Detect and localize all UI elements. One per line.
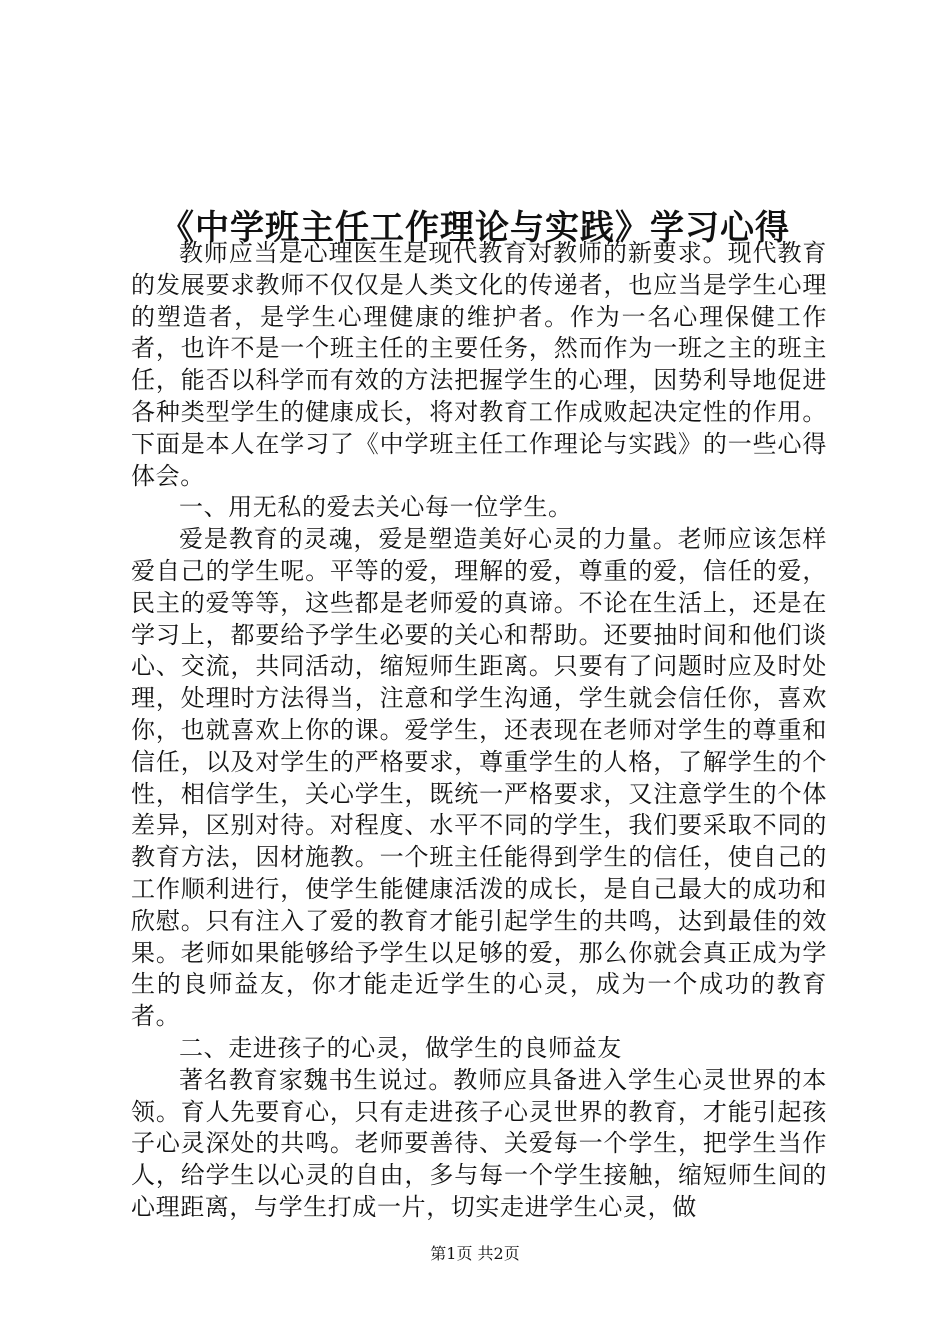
section-heading-2: 二、走进孩子的心灵，做学生的良师益友	[179, 1033, 622, 1062]
paragraph-section-1: 爱是教育的灵魂，爱是塑造美好心灵的力量。老师应该怎样爱自己的学生呢。平等的爱，理解的爱，尊重的爱，信任的爱，民主的爱等等，这些都是老师爱的真谛。不论在生活上，还是在学习上，都要给予学生必要的关心和帮助。还要抽时间和他们谈心、交流，共同活动，缩短师生距离。只要有了问题时应及时处理，处理时方法得当，注意和学生沟通，学生就会信任你，喜欢你，也就喜欢上你的课。爱学生，还表现在老师对学生的尊重和信任，以及对学生的严格要求，尊重学生的人格，了解学生的个性，相信学生，关心学生，既统一严格要求，又注意学生的个体差异，区别对待。对程度、水平不同的学生，我们要采取不同的教育方法，因材施教。一个班主任能得到学生的信任，使自己的工作顺利进行，使学生能健康活泼的成长，是自己最大的成功和欣慰。只有注入了爱的教育才能引起学生的共鸣，达到最佳的效果。老师如果能够给予学生以足够的爱，那么你就会真正成为学生的良师益友，你才能走近学生的心灵，成为一个成功的教育者。	[131, 525, 827, 1031]
page-footer: 第1页 共2页	[430, 1244, 520, 1263]
paragraph-section-2: 著名教育家魏书生说过。教师应具备进入学生心灵世界的本领。育人先要育心，只有走进孩子心灵世界的教育，才能引起孩子心灵深处的共鸣。老师要善待、关爱每一个学生，把学生当作人，给学生以心灵的自由，多与每一个学生接触，缩短师生间的心理距离，与学生打成一片，切实走进学生心灵，做	[131, 1065, 827, 1221]
document-body	[131, 238, 827, 1224]
paragraph-intro: 教师应当是心理医生是现代教育对教师的新要求。现代教育的发展要求教师不仅仅是人类文化的传递者，也应当是学生心理的塑造者，是学生心理健康的维护者。作为一名心理保健工作者，也许不是一个班主任的主要任务，然而作为一班之主的班主任，能否以科学而有效的方法把握学生的心理，因势利导地促进各种类型学生的健康成长，将对教育工作成败起决定性的作用。下面是本人在学习了《中学班主任工作理论与实践》的一些心得体会。	[131, 239, 827, 490]
document-title: 《中学班主任工作理论与实践》学习心得	[160, 207, 790, 248]
section-heading-1: 一、用无私的爱去关心每一位学生。	[179, 493, 573, 522]
